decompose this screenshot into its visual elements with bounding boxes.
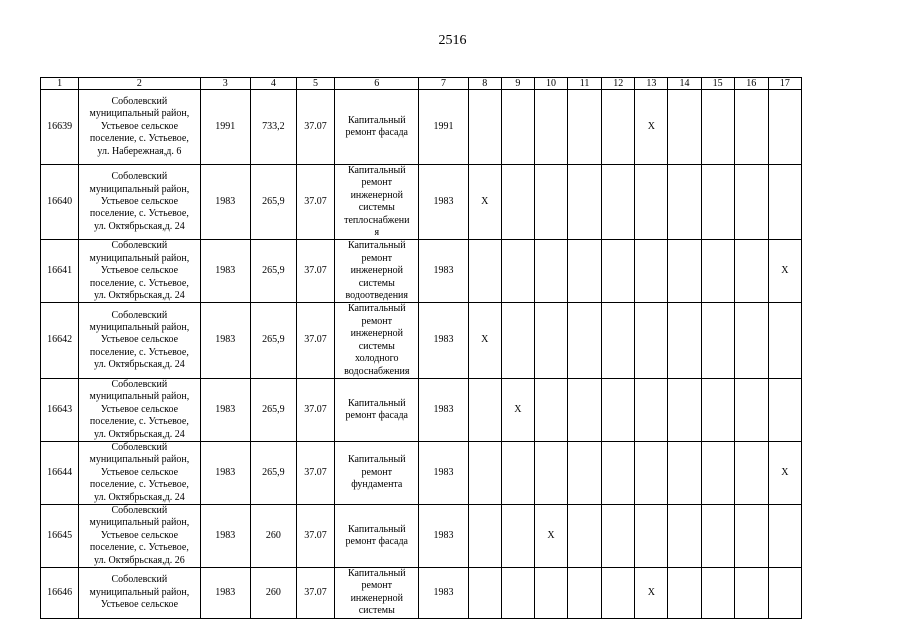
mark-cell [568,378,602,441]
mark-cell [768,568,801,619]
build-year-cell: 1983 [200,568,250,619]
mark-cell [635,165,668,240]
mark-cell [501,504,534,567]
table-row [41,378,802,441]
mark-cell: X [468,165,501,240]
mark-cell [635,303,668,378]
work-type-cell: Капитальный ремонт фундамента [335,441,419,504]
mark-cell [468,90,501,165]
mark-cell [602,504,635,567]
mark-cell [602,378,635,441]
code-cell: 37.07 [296,568,334,619]
mark-cell [568,504,602,567]
work-type-cell: Капитальный ремонт инженерной системы водоотведения [335,240,419,303]
mark-cell [734,504,768,567]
work-type-cell: Капитальный ремонт инженерной системы [335,568,419,619]
mark-cell [734,378,768,441]
area-cell: 260 [250,504,296,567]
build-year-cell: 1983 [200,441,250,504]
table-row [41,568,802,619]
row-id-cell: 16640 [41,165,79,240]
mark-cell [568,303,602,378]
row-id-cell: 16644 [41,441,79,504]
mark-cell [734,303,768,378]
mark-cell [635,378,668,441]
mark-cell [668,303,701,378]
column-number-cell: 16 [734,78,768,90]
row-id-cell: 16641 [41,240,79,303]
mark-cell [701,441,734,504]
mark-cell [635,240,668,303]
mark-cell [568,240,602,303]
plan-year-cell: 1983 [419,165,468,240]
mark-cell [701,90,734,165]
build-year-cell: 1983 [200,240,250,303]
build-year-cell: 1983 [200,165,250,240]
mark-cell [501,90,534,165]
column-number-cell: 6 [335,78,419,90]
column-number-cell: 10 [534,78,567,90]
mark-cell [568,568,602,619]
area-cell: 265,9 [250,441,296,504]
mark-cell [701,504,734,567]
mark-cell [534,303,567,378]
mark-cell [701,568,734,619]
address-cell: Соболевский муниципальный район, Устьевое сельское [79,568,200,619]
address-cell: Соболевский муниципальный район, Устьевое сельское поселение, с. Устьевое, ул. Октябрьская,д. 24 [79,441,200,504]
mark-cell [668,504,701,567]
column-number-cell: 14 [668,78,701,90]
mark-cell [602,568,635,619]
area-cell: 265,9 [250,378,296,441]
code-cell: 37.07 [296,90,334,165]
mark-cell [668,378,701,441]
row-id-cell: 16646 [41,568,79,619]
work-type-cell: Капитальный ремонт инженерной системы холодного водоснабжения [335,303,419,378]
column-number-row [41,78,802,90]
mark-cell [534,568,567,619]
mark-cell: X [635,568,668,619]
mark-cell: X [468,303,501,378]
address-cell: Соболевский муниципальный район, Устьевое сельское поселение, с. Устьевое, ул. Октябрьская,д. 24 [79,165,200,240]
row-id-cell: 16642 [41,303,79,378]
column-number-cell: 13 [635,78,668,90]
area-cell: 733,2 [250,90,296,165]
mark-cell [668,165,701,240]
mark-cell [501,165,534,240]
mark-cell [668,441,701,504]
mark-cell [534,90,567,165]
plan-year-cell: 1983 [419,303,468,378]
build-year-cell: 1983 [200,378,250,441]
mark-cell [501,568,534,619]
build-year-cell: 1991 [200,90,250,165]
table-row [41,240,802,303]
column-number-cell: 2 [79,78,200,90]
code-cell: 37.07 [296,303,334,378]
address-cell: Соболевский муниципальный район, Устьевое сельское поселение, с. Устьевое, ул. Октябрьская,д. 24 [79,240,200,303]
mark-cell [468,240,501,303]
mark-cell [734,90,768,165]
build-year-cell: 1983 [200,504,250,567]
plan-year-cell: 1983 [419,378,468,441]
build-year-cell: 1983 [200,303,250,378]
code-cell: 37.07 [296,378,334,441]
work-type-cell: Капитальный ремонт фасада [335,504,419,567]
mark-cell [734,441,768,504]
area-cell: 265,9 [250,303,296,378]
mark-cell [568,165,602,240]
mark-cell [768,303,801,378]
mark-cell [701,303,734,378]
table-row [41,165,802,240]
address-cell: Соболевский муниципальный район, Устьевое сельское поселение, с. Устьевое, ул. Октябрьская,д. 24 [79,378,200,441]
code-cell: 37.07 [296,240,334,303]
mark-cell [602,240,635,303]
mark-cell [768,378,801,441]
work-type-cell: Капитальный ремонт фасада [335,90,419,165]
column-number-cell: 4 [250,78,296,90]
mark-cell [668,90,701,165]
mark-cell [501,303,534,378]
mark-cell: X [768,240,801,303]
mark-cell: X [768,441,801,504]
mark-cell [501,441,534,504]
plan-year-cell: 1991 [419,90,468,165]
column-number-cell: 12 [602,78,635,90]
mark-cell [701,378,734,441]
mark-cell [701,165,734,240]
mark-cell [768,90,801,165]
address-cell: Соболевский муниципальный район, Устьевое сельское поселение, с. Устьевое, ул. Набережная,д. 6 [79,90,200,165]
column-number-cell: 5 [296,78,334,90]
mark-cell [734,568,768,619]
address-cell: Соболевский муниципальный район, Устьевое сельское поселение, с. Устьевое, ул. Октябрьская,д. 24 [79,303,200,378]
mark-cell [768,165,801,240]
plan-year-cell: 1983 [419,240,468,303]
mark-cell [734,240,768,303]
mark-cell [568,90,602,165]
mark-cell [534,441,567,504]
mark-cell [701,240,734,303]
mark-cell [568,441,602,504]
work-type-cell: Капитальный ремонт инженерной системы теплоснабжени я [335,165,419,240]
plan-year-cell: 1983 [419,504,468,567]
mark-cell: X [534,504,567,567]
column-number-cell: 15 [701,78,734,90]
mark-cell [668,240,701,303]
table-row [41,441,802,504]
area-cell: 265,9 [250,165,296,240]
mark-cell [468,378,501,441]
mark-cell [635,441,668,504]
mark-cell [602,303,635,378]
row-id-cell: 16639 [41,90,79,165]
page-number: 2516 [438,33,467,48]
mark-cell [602,441,635,504]
table-row [41,303,802,378]
column-number-cell: 8 [468,78,501,90]
mark-cell [602,165,635,240]
row-id-cell: 16645 [41,504,79,567]
mark-cell [501,240,534,303]
code-cell: 37.07 [296,441,334,504]
mark-cell: X [501,378,534,441]
mark-cell [534,165,567,240]
column-number-cell: 1 [41,78,79,90]
mark-cell [468,568,501,619]
area-cell: 265,9 [250,240,296,303]
capital-repair-table [40,77,802,619]
work-type-cell: Капитальный ремонт фасада [335,378,419,441]
mark-cell: X [635,90,668,165]
mark-cell [534,378,567,441]
address-cell: Соболевский муниципальный район, Устьевое сельское поселение, с. Устьевое, ул. Октябрьская,д. 26 [79,504,200,567]
column-number-cell: 3 [200,78,250,90]
mark-cell [635,504,668,567]
mark-cell [534,240,567,303]
column-number-cell: 9 [501,78,534,90]
plan-year-cell: 1983 [419,441,468,504]
mark-cell [668,568,701,619]
mark-cell [768,504,801,567]
mark-cell [468,504,501,567]
table-row [41,504,802,567]
mark-cell [602,90,635,165]
column-number-cell: 11 [568,78,602,90]
row-id-cell: 16643 [41,378,79,441]
area-cell: 260 [250,568,296,619]
plan-year-cell: 1983 [419,568,468,619]
code-cell: 37.07 [296,165,334,240]
mark-cell [734,165,768,240]
code-cell: 37.07 [296,504,334,567]
table-row [41,90,802,165]
column-number-cell: 17 [768,78,801,90]
mark-cell [468,441,501,504]
column-number-cell: 7 [419,78,468,90]
